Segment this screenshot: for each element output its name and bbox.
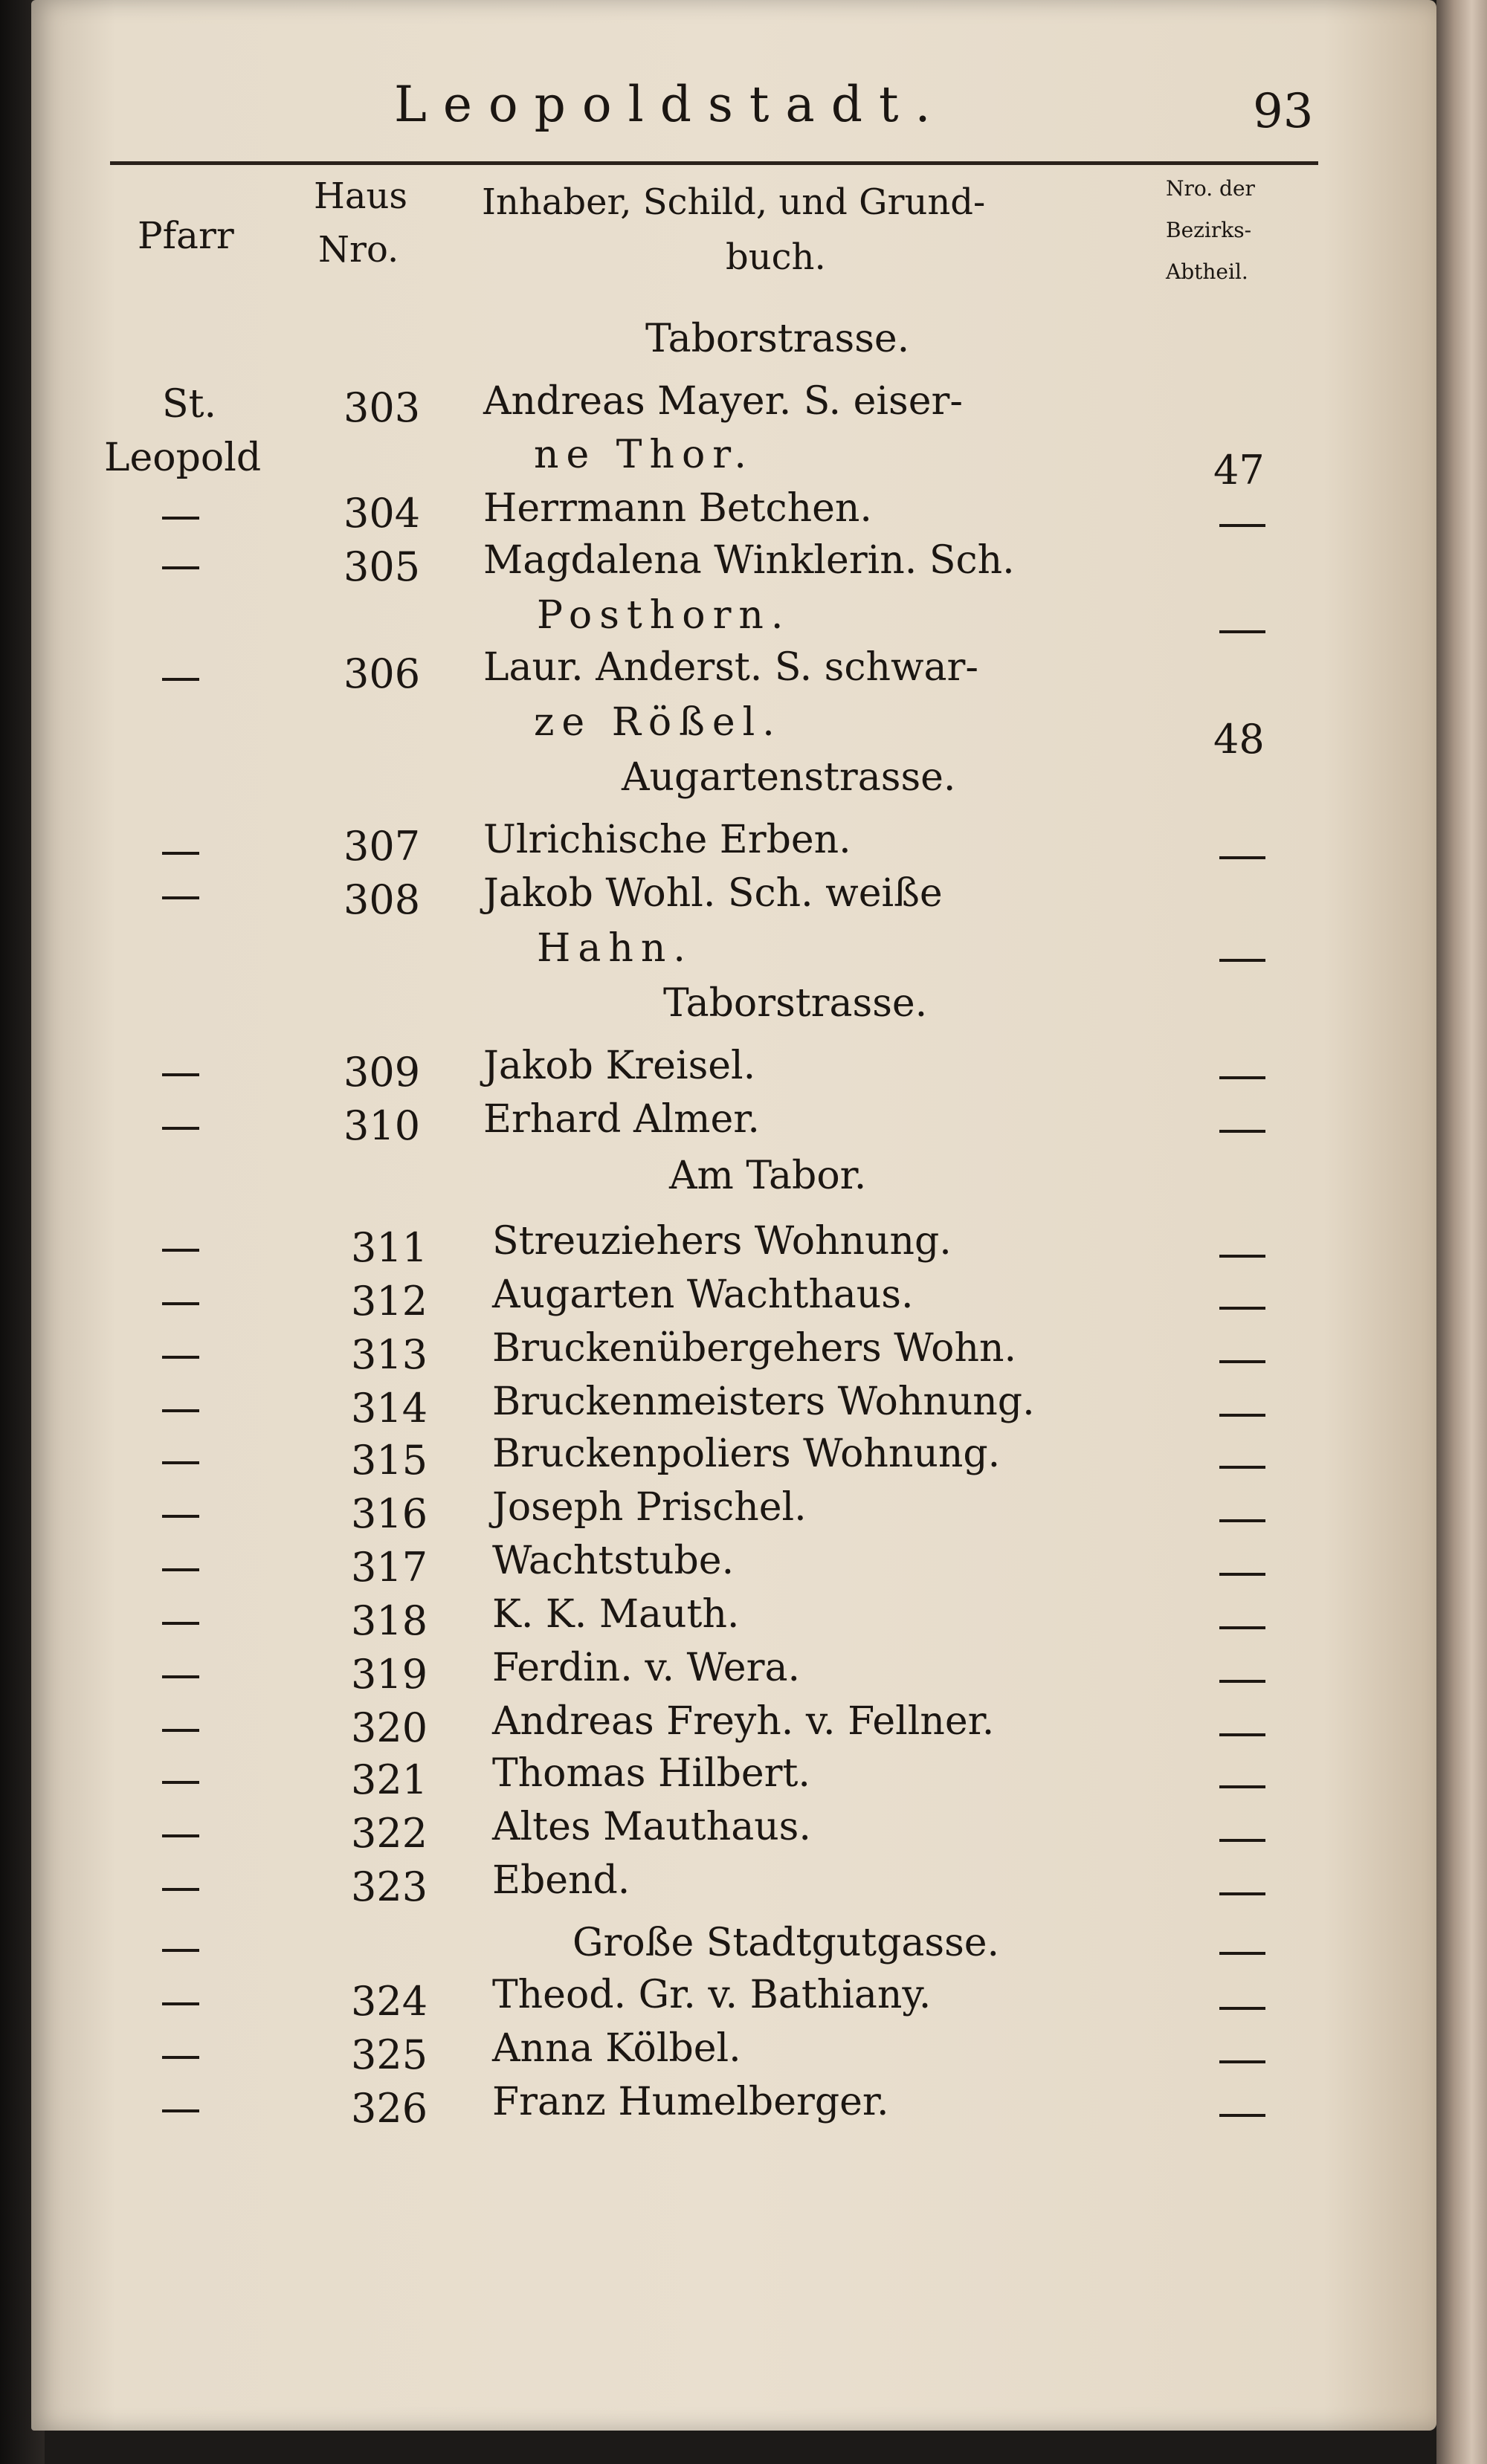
house-number: 313 — [351, 1331, 428, 1378]
owner-entry-cont: Hahn. — [537, 926, 693, 971]
house-number: 304 — [343, 490, 421, 537]
house-number: 316 — [351, 1490, 428, 1537]
column-header-haus-nro: Nro. — [318, 229, 399, 271]
house-number: 312 — [351, 1278, 428, 1325]
parish-name-cont: Leopold — [104, 436, 262, 480]
house-number: 324 — [351, 1978, 428, 2025]
column-header-bezirk: Nro. der — [1166, 176, 1255, 201]
ditto-mark — [1219, 1414, 1265, 1417]
owner-entry: Andreas Freyh. v. Fellner. — [492, 1699, 995, 1744]
ditto-mark — [1219, 1626, 1265, 1629]
ditto-mark — [162, 1073, 199, 1076]
owner-entry: Erhard Almer. — [483, 1097, 760, 1142]
ditto-mark — [1219, 1466, 1265, 1469]
owner-entry: Bruckenübergehers Wohn. — [492, 1326, 1016, 1371]
street-heading: Große Stadtgutgasse. — [572, 1921, 1000, 1965]
owner-entry-cont: ze Rößel. — [534, 700, 782, 745]
owner-entry: Bruckenmeisters Wohnung. — [492, 1380, 1035, 1424]
owner-entry: Streuziehers Wohnung. — [492, 1219, 952, 1264]
ditto-mark — [1219, 524, 1265, 527]
header-rule — [110, 161, 1318, 165]
house-number: 310 — [343, 1102, 421, 1149]
ditto-mark — [1219, 2114, 1265, 2117]
ditto-mark — [162, 1675, 199, 1678]
ditto-mark — [162, 678, 199, 681]
house-number: 309 — [343, 1049, 421, 1096]
owner-entry: Wachtstube. — [492, 1539, 735, 1583]
ditto-mark — [162, 1622, 199, 1625]
ditto-mark — [162, 1515, 199, 1518]
district-number: 48 — [1213, 716, 1265, 763]
ditto-mark — [162, 566, 199, 569]
ditto-mark — [1219, 1680, 1265, 1683]
ditto-mark — [1219, 1952, 1265, 1955]
book-cover-edge — [1436, 0, 1487, 2464]
ditto-mark — [162, 1729, 199, 1732]
column-header-haus: Haus — [314, 175, 408, 217]
ditto-mark — [1219, 1892, 1265, 1895]
owner-entry: Thomas Hilbert. — [492, 1751, 810, 1796]
owner-entry: Bruckenpoliers Wohnung. — [492, 1432, 1001, 1476]
house-number: 307 — [343, 823, 421, 870]
page-number: 93 — [1253, 84, 1314, 139]
house-number: 320 — [351, 1704, 428, 1751]
owner-entry: Altes Mauthaus. — [492, 1805, 811, 1849]
ditto-mark — [1219, 630, 1265, 633]
ditto-mark — [162, 896, 199, 899]
owner-entry: Ulrichische Erben. — [483, 818, 851, 862]
street-heading: Augartenstrasse. — [622, 755, 956, 800]
house-number: 319 — [351, 1651, 428, 1698]
street-heading: Am Tabor. — [669, 1154, 867, 1198]
ditto-mark — [162, 1127, 199, 1130]
ditto-mark — [1219, 2007, 1265, 2010]
house-number: 315 — [351, 1437, 428, 1484]
ditto-mark — [162, 1249, 199, 1252]
ditto-mark — [1219, 1839, 1265, 1842]
ditto-mark — [162, 1409, 199, 1412]
street-heading: Taborstrasse. — [663, 981, 928, 1026]
owner-entry: Jakob Wohl. Sch. weiße — [483, 871, 943, 916]
house-number: 321 — [351, 1756, 428, 1803]
ditto-mark — [1219, 1785, 1265, 1788]
house-number: 318 — [351, 1597, 428, 1644]
column-header-bezirk-cont: Bezirks- — [1166, 218, 1252, 242]
house-number: 305 — [343, 543, 421, 590]
ditto-mark — [1219, 959, 1265, 962]
ditto-mark — [1219, 856, 1265, 859]
page-title: Leopoldstadt. — [394, 76, 947, 133]
owner-entry: Magdalena Winklerin. Sch. — [483, 538, 1015, 583]
owner-entry: Ferdin. v. Wera. — [492, 1646, 800, 1690]
owner-entry: Franz Humelberger. — [492, 2080, 889, 2124]
ditto-mark — [162, 1781, 199, 1784]
street-heading: Taborstrasse. — [645, 317, 910, 361]
owner-entry: Herrmann Betchen. — [483, 486, 872, 531]
ditto-mark — [162, 1568, 199, 1571]
column-header-inhaber: Inhaber, Schild, und Grund- — [482, 181, 986, 223]
house-number: 311 — [351, 1224, 428, 1271]
owner-entry: Jakob Kreisel. — [483, 1044, 756, 1088]
ditto-mark — [162, 1461, 199, 1464]
house-number: 322 — [351, 1810, 428, 1857]
ditto-mark — [162, 2056, 199, 2059]
house-number: 314 — [351, 1385, 428, 1432]
ditto-mark — [162, 852, 199, 855]
ditto-mark — [162, 2002, 199, 2005]
owner-entry-cont: Posthorn. — [537, 593, 791, 638]
ditto-mark — [1219, 1076, 1265, 1079]
ditto-mark — [162, 517, 199, 520]
column-header-inhaber-cont: buch. — [726, 236, 826, 278]
ditto-mark — [162, 1356, 199, 1359]
owner-entry: K. K. Mauth. — [492, 1592, 740, 1637]
ditto-mark — [162, 1888, 199, 1891]
parish-name: St. — [162, 382, 217, 427]
ditto-mark — [1219, 1360, 1265, 1363]
house-number: 303 — [343, 384, 421, 431]
ditto-mark — [162, 1949, 199, 1952]
column-header-bezirk-cont2: Abtheil. — [1166, 259, 1248, 284]
owner-entry: Theod. Gr. v. Bathiany. — [492, 1973, 932, 2017]
house-number: 323 — [351, 1863, 428, 1910]
house-number: 317 — [351, 1544, 428, 1591]
house-number: 306 — [343, 650, 421, 697]
owner-entry-cont: ne Thor. — [534, 433, 754, 477]
house-number: 308 — [343, 876, 421, 923]
ditto-mark — [162, 1834, 199, 1837]
column-header-pfarr: Pfarr — [138, 214, 234, 257]
ditto-mark — [1219, 1255, 1265, 1258]
ditto-mark — [1219, 1307, 1265, 1310]
ditto-mark — [162, 1302, 199, 1305]
ditto-mark — [162, 2109, 199, 2112]
ditto-mark — [1219, 2060, 1265, 2063]
owner-entry: Augarten Wachthaus. — [492, 1273, 914, 1317]
ditto-mark — [1219, 1573, 1265, 1576]
ditto-mark — [1219, 1733, 1265, 1736]
owner-entry: Laur. Anderst. S. schwar- — [483, 645, 978, 690]
ditto-mark — [1219, 1519, 1265, 1522]
owner-entry: Ebend. — [492, 1858, 630, 1903]
owner-entry: Anna Kölbel. — [492, 2026, 741, 2071]
owner-entry: Joseph Prischel. — [492, 1485, 807, 1530]
ditto-mark — [1219, 1130, 1265, 1133]
house-number: 326 — [351, 2085, 428, 2132]
district-number: 47 — [1213, 447, 1265, 494]
owner-entry: Andreas Mayer. S. eiser- — [483, 379, 963, 424]
house-number: 325 — [351, 2031, 428, 2078]
